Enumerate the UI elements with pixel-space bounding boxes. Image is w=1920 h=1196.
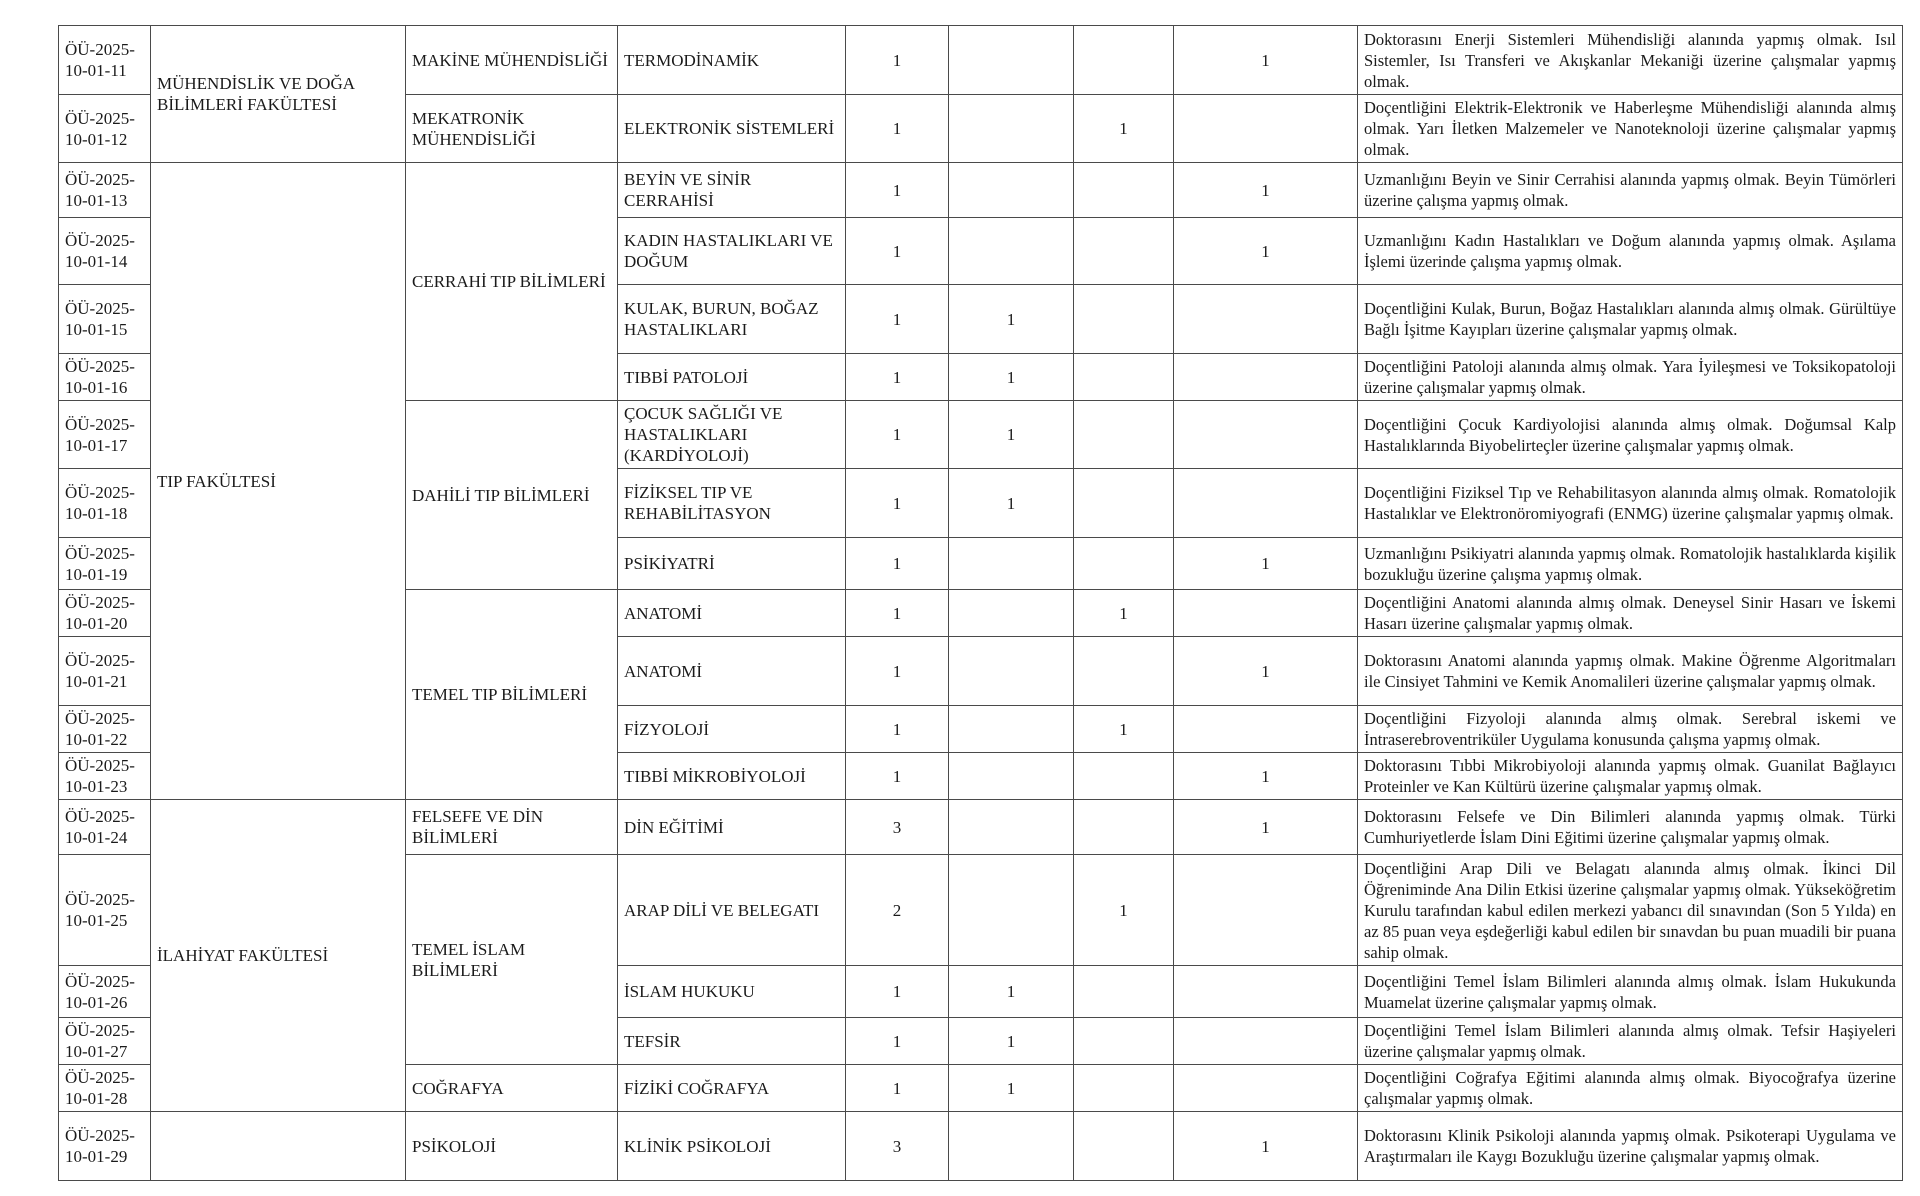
assistant-count: 1 <box>1174 753 1358 800</box>
position-count: 1 <box>846 753 949 800</box>
assistant-count <box>1174 1018 1358 1065</box>
subfield-name: TEFSİR <box>618 1018 846 1065</box>
subfield-name: ÇOCUK SAĞLIĞI VE HASTALIKLARI (KARDİYOLOJİ) <box>618 401 846 469</box>
position-code: ÖÜ-2025-10-01-12 <box>59 95 151 163</box>
table-row <box>59 1112 1903 1181</box>
position-code: ÖÜ-2025-10-01-17 <box>59 401 151 469</box>
professor-count <box>949 753 1074 800</box>
position-code: ÖÜ-2025-10-01-15 <box>59 285 151 354</box>
subfield-name: ARAP DİLİ VE BELEGATI <box>618 855 846 966</box>
position-code: ÖÜ-2025-10-01-28 <box>59 1065 151 1112</box>
professor-count: 1 <box>949 469 1074 538</box>
faculty-name: MÜHENDİSLİK VE DOĞA BİLİMLERİ FAKÜLTESİ <box>151 26 406 163</box>
position-code: ÖÜ-2025-10-01-14 <box>59 218 151 285</box>
professor-count <box>949 218 1074 285</box>
position-count: 1 <box>846 1065 949 1112</box>
position-code: ÖÜ-2025-10-01-23 <box>59 753 151 800</box>
requirement-text: Doktorasını Tıbbi Mikrobiyoloji alanında yapmış olmak. Guanilat Bağlayıcı Proteinler ve Kan Kültürü üzerine çalışmalar yapmış olmak. <box>1358 753 1903 800</box>
requirement-text: Doçentliğini Arap Dili ve Belagatı alanında almış olmak. İkinci Dil Öğreniminde Ana Dilin Etkisi üzerine çalışmalar yapmış olmak. Yükseköğretim Kurulu tarafından kabul edilen merkezi yabancı dil sınavından (Son 5 Yılda) en az 85 puan veya eşdeğerliği kabul edilen bir sınavdan bu puan muadili bir puana sahip olmak. <box>1358 855 1903 966</box>
position-count: 2 <box>846 855 949 966</box>
assistant-count: 1 <box>1174 538 1358 590</box>
requirement-text: Uzmanlığını Kadın Hastalıkları ve Doğum alanında yapmış olmak. Aşılama İşlemi üzerinde çalışma yapmış olmak. <box>1358 218 1903 285</box>
position-count: 1 <box>846 401 949 469</box>
subfield-name: ANATOMİ <box>618 590 846 637</box>
position-count: 1 <box>846 95 949 163</box>
subfield-name: FİZİKİ COĞRAFYA <box>618 1065 846 1112</box>
position-code: ÖÜ-2025-10-01-20 <box>59 590 151 637</box>
department-name: MEKATRONİK MÜHENDİSLİĞİ <box>406 95 618 163</box>
faculty-name: TIP FAKÜLTESİ <box>151 163 406 800</box>
position-code: ÖÜ-2025-10-01-21 <box>59 637 151 706</box>
professor-count <box>949 538 1074 590</box>
requirement-text: Doktorasını Anatomi alanında yapmış olmak. Makine Öğrenme Algoritmaları ile Cinsiyet Tahmini ve Kemik Anomalileri üzerine çalışmalar yapmış olmak. <box>1358 637 1903 706</box>
position-code: ÖÜ-2025-10-01-22 <box>59 706 151 753</box>
associate-count: 1 <box>1074 855 1174 966</box>
requirement-text: Doçentliğini Kulak, Burun, Boğaz Hastalıkları alanında almış olmak. Gürültüye Bağlı İşitme Kayıpları üzerine çalışmalar yapmış olmak. <box>1358 285 1903 354</box>
requirement-text: Doçentliğini Fizyoloji alanında almış olmak. Serebral iskemi ve İntraserebroventriküler Uygulama konusunda çalışma yapmış olmak. <box>1358 706 1903 753</box>
assistant-count <box>1174 354 1358 401</box>
subfield-name: ELEKTRONİK SİSTEMLERİ <box>618 95 846 163</box>
assistant-count: 1 <box>1174 163 1358 218</box>
position-count: 1 <box>846 637 949 706</box>
professor-count <box>949 95 1074 163</box>
professor-count <box>949 706 1074 753</box>
professor-count: 1 <box>949 285 1074 354</box>
position-code: ÖÜ-2025-10-01-25 <box>59 855 151 966</box>
requirement-text: Doktorasını Enerji Sistemleri Mühendisliği alanında yapmış olmak. Isıl Sistemler, Isı Transferi ve Akışkanlar Mekaniği üzerine çalışmalar yapmış olmak. <box>1358 26 1903 95</box>
professor-count: 1 <box>949 401 1074 469</box>
position-count: 1 <box>846 26 949 95</box>
position-code: ÖÜ-2025-10-01-24 <box>59 800 151 855</box>
position-code: ÖÜ-2025-10-01-11 <box>59 26 151 95</box>
table-row <box>59 26 1903 95</box>
subfield-name: TERMODİNAMİK <box>618 26 846 95</box>
assistant-count <box>1174 285 1358 354</box>
subfield-name: İSLAM HUKUKU <box>618 966 846 1018</box>
associate-count <box>1074 637 1174 706</box>
subfield-name: ANATOMİ <box>618 637 846 706</box>
subfield-name: TIBBİ PATOLOJİ <box>618 354 846 401</box>
associate-count <box>1074 218 1174 285</box>
associate-count <box>1074 1018 1174 1065</box>
professor-count: 1 <box>949 1065 1074 1112</box>
position-code: ÖÜ-2025-10-01-13 <box>59 163 151 218</box>
professor-count <box>949 637 1074 706</box>
position-code: ÖÜ-2025-10-01-27 <box>59 1018 151 1065</box>
department-name: MAKİNE MÜHENDİSLİĞİ <box>406 26 618 95</box>
subfield-name: FİZİKSEL TIP VE REHABİLİTASYON <box>618 469 846 538</box>
faculty-name <box>151 1112 406 1181</box>
position-code: ÖÜ-2025-10-01-29 <box>59 1112 151 1181</box>
requirement-text: Doktorasını Felsefe ve Din Bilimleri alanında yapmış olmak. Türki Cumhuriyetlerde İslam Dini Eğitimi üzerine çalışmalar yapmış olmak. <box>1358 800 1903 855</box>
associate-count <box>1074 538 1174 590</box>
professor-count <box>949 163 1074 218</box>
position-count: 1 <box>846 1018 949 1065</box>
professor-count: 1 <box>949 354 1074 401</box>
professor-count <box>949 1112 1074 1181</box>
position-count: 1 <box>846 218 949 285</box>
associate-count <box>1074 285 1174 354</box>
position-code: ÖÜ-2025-10-01-19 <box>59 538 151 590</box>
subfield-name: FİZYOLOJİ <box>618 706 846 753</box>
assistant-count <box>1174 855 1358 966</box>
position-code: ÖÜ-2025-10-01-26 <box>59 966 151 1018</box>
department-name: TEMEL TIP BİLİMLERİ <box>406 590 618 800</box>
department-name: FELSEFE VE DİN BİLİMLERİ <box>406 800 618 855</box>
professor-count <box>949 800 1074 855</box>
professor-count <box>949 26 1074 95</box>
associate-count <box>1074 753 1174 800</box>
requirement-text: Uzmanlığını Psikiyatri alanında yapmış olmak. Romatolojik hastalıklarda kişilik bozukluğu üzerine çalışma yapmış olmak. <box>1358 538 1903 590</box>
position-count: 1 <box>846 590 949 637</box>
requirement-text: Doktorasını Klinik Psikoloji alanında yapmış olmak. Psikoterapi Uygulama ve Araştırmaları ile Kaygı Bozukluğu üzerine çalışmalar yapmış olmak. <box>1358 1112 1903 1181</box>
professor-count <box>949 590 1074 637</box>
position-count: 1 <box>846 285 949 354</box>
department-name: CERRAHİ TIP BİLİMLERİ <box>406 163 618 401</box>
department-name: TEMEL İSLAM BİLİMLERİ <box>406 855 618 1065</box>
assistant-count: 1 <box>1174 1112 1358 1181</box>
associate-count: 1 <box>1074 706 1174 753</box>
associate-count <box>1074 966 1174 1018</box>
subfield-name: KLİNİK PSİKOLOJİ <box>618 1112 846 1181</box>
position-count: 1 <box>846 538 949 590</box>
requirement-text: Doçentliğini Temel İslam Bilimleri alanında almış olmak. Tefsir Haşiyeleri üzerine çalışmalar yapmış olmak. <box>1358 1018 1903 1065</box>
position-table <box>58 25 1903 1181</box>
position-count: 1 <box>846 706 949 753</box>
assistant-count <box>1174 590 1358 637</box>
associate-count <box>1074 354 1174 401</box>
position-count: 1 <box>846 966 949 1018</box>
requirement-text: Doçentliğini Coğrafya Eğitimi alanında almış olmak. Biyocoğrafya üzerine çalışmalar yapmış olmak. <box>1358 1065 1903 1112</box>
requirement-text: Doçentliğini Çocuk Kardiyolojisi alanında almış olmak. Doğumsal Kalp Hastalıklarında Biyobelirteçler üzerine çalışmalar yapmış olmak. <box>1358 401 1903 469</box>
requirement-text: Doçentliğini Temel İslam Bilimleri alanında almış olmak. İslam Hukukunda Muamelat üzerine çalışmalar yapmış olmak. <box>1358 966 1903 1018</box>
subfield-name: PSİKİYATRİ <box>618 538 846 590</box>
requirement-text: Doçentliğini Anatomi alanında almış olmak. Deneysel Sinir Hasarı ve İskemi Hasarı üzerine çalışmalar yapmış olmak. <box>1358 590 1903 637</box>
associate-count <box>1074 1112 1174 1181</box>
department-name: COĞRAFYA <box>406 1065 618 1112</box>
department-name: PSİKOLOJİ <box>406 1112 618 1181</box>
position-count: 3 <box>846 800 949 855</box>
assistant-count <box>1174 401 1358 469</box>
associate-count <box>1074 1065 1174 1112</box>
requirement-text: Doçentliğini Fiziksel Tıp ve Rehabilitasyon alanında almış olmak. Romatolojik Hastalıklar ve Elektronöromiyografi (ENMG) üzerine çalışmalar yapmış olmak. <box>1358 469 1903 538</box>
assistant-count <box>1174 966 1358 1018</box>
position-code: ÖÜ-2025-10-01-18 <box>59 469 151 538</box>
assistant-count <box>1174 95 1358 163</box>
associate-count: 1 <box>1074 590 1174 637</box>
associate-count: 1 <box>1074 95 1174 163</box>
table-row <box>59 163 1903 218</box>
position-count: 1 <box>846 354 949 401</box>
associate-count <box>1074 26 1174 95</box>
assistant-count: 1 <box>1174 800 1358 855</box>
associate-count <box>1074 800 1174 855</box>
associate-count <box>1074 469 1174 538</box>
requirement-text: Uzmanlığını Beyin ve Sinir Cerrahisi alanında yapmış olmak. Beyin Tümörleri üzerine çalışma yapmış olmak. <box>1358 163 1903 218</box>
assistant-count <box>1174 469 1358 538</box>
subfield-name: KULAK, BURUN, BOĞAZ HASTALIKLARI <box>618 285 846 354</box>
table-row <box>59 800 1903 855</box>
department-name: DAHİLİ TIP BİLİMLERİ <box>406 401 618 590</box>
assistant-count <box>1174 1065 1358 1112</box>
subfield-name: TIBBİ MİKROBİYOLOJİ <box>618 753 846 800</box>
subfield-name: DİN EĞİTİMİ <box>618 800 846 855</box>
professor-count: 1 <box>949 1018 1074 1065</box>
subfield-name: KADIN HASTALIKLARI VE DOĞUM <box>618 218 846 285</box>
assistant-count: 1 <box>1174 218 1358 285</box>
requirement-text: Doçentliğini Elektrik-Elektronik ve Haberleşme Mühendisliği alanında almış olmak. Yarı İletken Malzemeler ve Nanoteknoloji üzerine çalışmalar yapmış olmak. <box>1358 95 1903 163</box>
faculty-name: İLAHİYAT FAKÜLTESİ <box>151 800 406 1112</box>
assistant-count <box>1174 706 1358 753</box>
position-count: 1 <box>846 163 949 218</box>
professor-count <box>949 855 1074 966</box>
assistant-count: 1 <box>1174 637 1358 706</box>
subfield-name: BEYİN VE SİNİR CERRAHİSİ <box>618 163 846 218</box>
professor-count: 1 <box>949 966 1074 1018</box>
position-code: ÖÜ-2025-10-01-16 <box>59 354 151 401</box>
assistant-count: 1 <box>1174 26 1358 95</box>
associate-count <box>1074 163 1174 218</box>
position-count: 1 <box>846 469 949 538</box>
requirement-text: Doçentliğini Patoloji alanında almış olmak. Yara İyileşmesi ve Toksikopatoloji üzerine çalışmalar yapmış olmak. <box>1358 354 1903 401</box>
associate-count <box>1074 401 1174 469</box>
position-count: 3 <box>846 1112 949 1181</box>
